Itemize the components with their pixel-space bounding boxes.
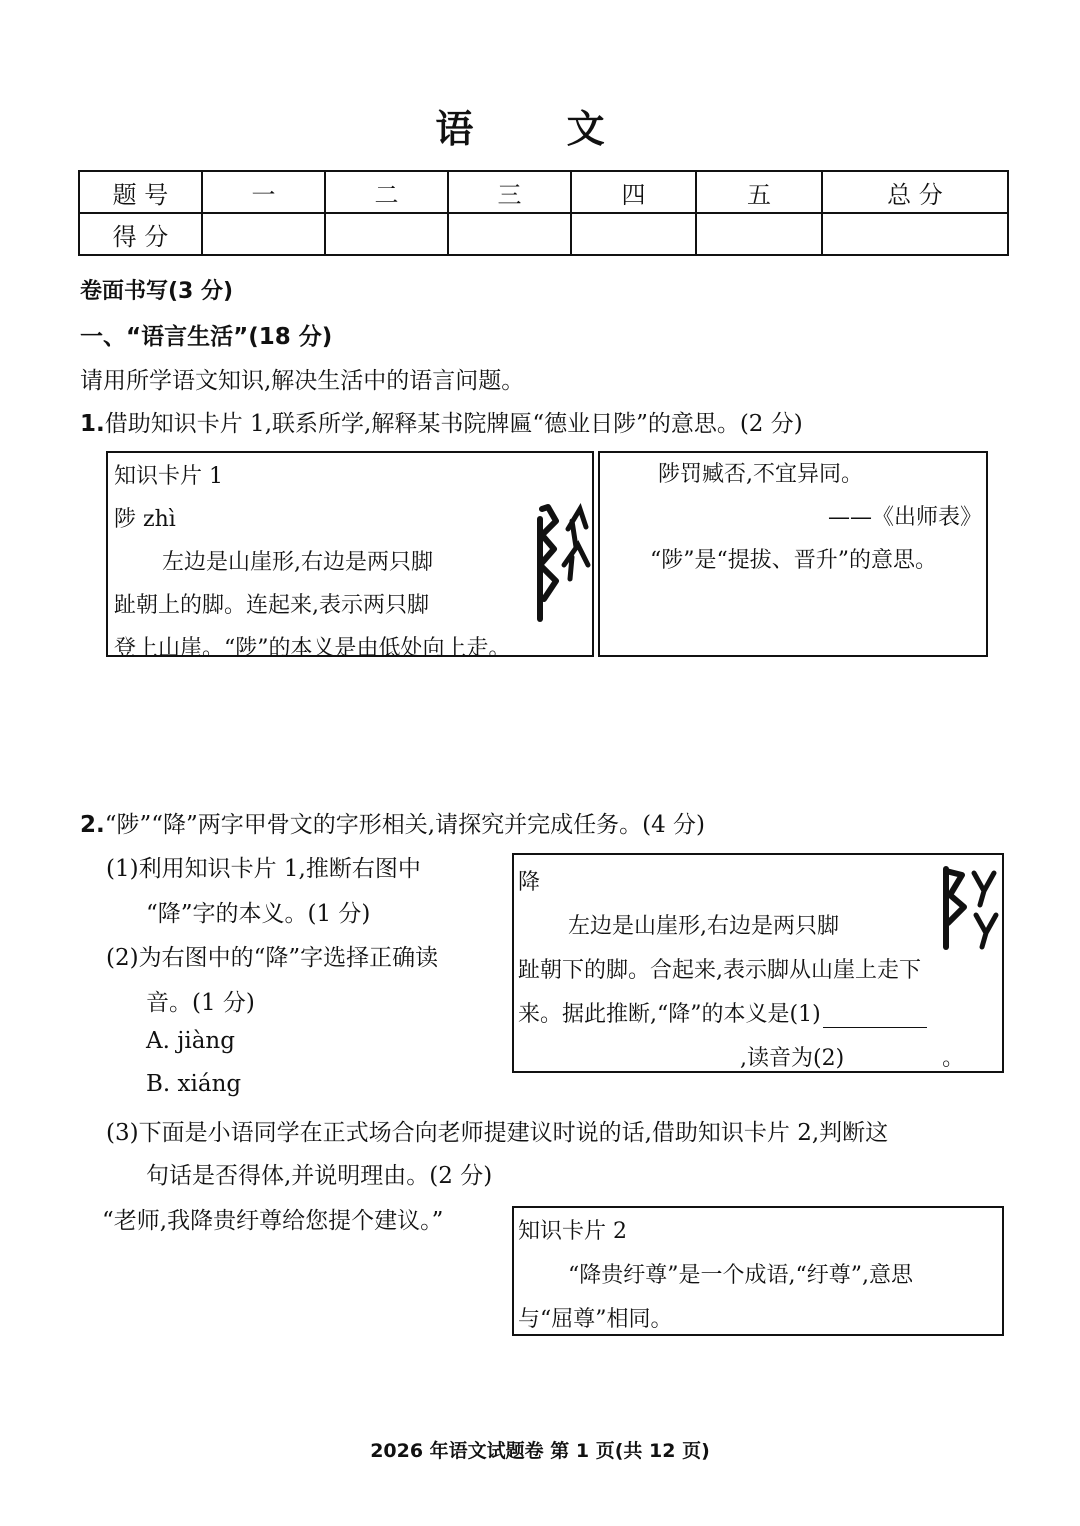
quote-source: ——《出师表》 — [827, 505, 982, 530]
score-input-cell[interactable] — [448, 213, 571, 255]
quote-meaning: “陟”是“提拔、晋升”的意思。 — [650, 548, 937, 573]
score-label-cell: 得 分 — [79, 213, 202, 255]
score-header-cell: 五 — [696, 171, 822, 213]
subquestion-1-line-1: (1)利用知识卡片 1,推断右图中 — [106, 856, 421, 882]
score-header-cell: 一 — [202, 171, 325, 213]
score-input-cell[interactable] — [325, 213, 448, 255]
card-title: 知识卡片 2 — [518, 1219, 627, 1244]
page-title: 语 文 — [435, 106, 645, 151]
score-table — [78, 170, 1009, 256]
score-input-cell[interactable] — [571, 213, 696, 255]
card-text-line — [518, 997, 927, 1028]
score-header-cell: 题 号 — [79, 171, 202, 213]
question-2 — [80, 806, 705, 839]
card-text-line: 登上山崖。“陟”的本义是由低处向上走。 — [114, 636, 511, 661]
card-text-line: 左边是山崖形,右边是两只脚 — [568, 914, 839, 939]
knowledge-card-1 — [106, 451, 594, 661]
score-input-cell[interactable] — [696, 213, 822, 255]
question-number: 2. — [80, 812, 105, 838]
score-input-cell[interactable] — [822, 213, 1008, 255]
card-text-line: 左边是山崖形,右边是两只脚 — [162, 550, 433, 575]
card-text-fragment: 来。据此推断,“降”的本义是(1) — [518, 1002, 821, 1027]
card-text-line: “降贵纡尊”是一个成语,“纡尊”,意思 — [568, 1263, 913, 1288]
card-character: 降 — [518, 870, 541, 895]
oracle-bone-zhi-glyph — [528, 499, 594, 627]
handwriting-note: 卷面书写(3 分) — [80, 279, 234, 304]
answer-blank-1[interactable] — [823, 1005, 927, 1028]
option-a[interactable]: A. jiàng — [146, 1028, 235, 1054]
question-number: 1. — [80, 411, 105, 437]
score-header-cell: 三 — [448, 171, 571, 213]
section-intro: 请用所学语文知识,解决生活中的语言问题。 — [80, 368, 525, 394]
score-header-cell: 二 — [325, 171, 448, 213]
score-input-cell[interactable] — [202, 213, 325, 255]
score-table-header-row — [79, 171, 1008, 213]
subquestion-3-line-2: 句话是否得体,并说明理由。(2 分) — [146, 1163, 493, 1189]
score-header-cell: 总 分 — [822, 171, 1008, 213]
subquestion-2-line-2: 音。(1 分) — [146, 990, 255, 1016]
subquestion-1-line-2: “降”字的本义。(1 分) — [146, 901, 371, 927]
option-b[interactable]: B. xiáng — [146, 1071, 242, 1097]
card-text-fragment: ,读音为(2) — [740, 1046, 845, 1071]
section-heading: 一、“语言生活”(18 分) — [80, 324, 333, 350]
student-speech: “老师,我降贵纡尊给您提个建议。” — [102, 1208, 444, 1234]
quote-card — [598, 451, 988, 657]
quote-text: 陟罚臧否,不宜异同。 — [658, 462, 863, 487]
card-title: 知识卡片 1 — [114, 464, 223, 489]
answer-blank-2[interactable] — [846, 1049, 942, 1072]
question-1 — [80, 405, 803, 438]
subquestion-3-line-1: (3)下面是小语同学在正式场合向老师提建议时说的话,借助知识卡片 2,判断这 — [106, 1120, 889, 1146]
card-text-line: 趾朝上的脚。连起来,表示两只脚 — [114, 593, 429, 618]
question-text: 借助知识卡片 1,联系所学,解释某书院牌匾“德业日陟”的意思。(2 分) — [104, 411, 803, 437]
score-header-cell: 四 — [571, 171, 696, 213]
card-text-line: 趾朝下的脚。合起来,表示脚从山崖上走下 — [518, 958, 921, 983]
answer-blank-1-continued[interactable] — [518, 1049, 740, 1072]
question-text: “陟”“降”两字甲骨文的字形相关,请探究并完成任务。(4 分) — [104, 812, 705, 838]
oracle-bone-jiang-glyph — [934, 861, 1004, 953]
subquestion-2-line-1: (2)为右图中的“降”字选择正确读 — [106, 945, 439, 971]
card-text-line: 与“屈尊”相同。 — [518, 1307, 673, 1332]
knowledge-card-2 — [512, 1206, 1004, 1336]
jiang-card — [512, 853, 1004, 1073]
score-table-score-row — [79, 213, 1008, 255]
page-footer: 2026 年语文试题卷 第 1 页(共 12 页) — [370, 1440, 710, 1462]
card-character: 陟 zhì — [114, 507, 176, 532]
card-text-fragment: 。 — [942, 1046, 965, 1071]
card-text-line — [518, 1041, 964, 1072]
